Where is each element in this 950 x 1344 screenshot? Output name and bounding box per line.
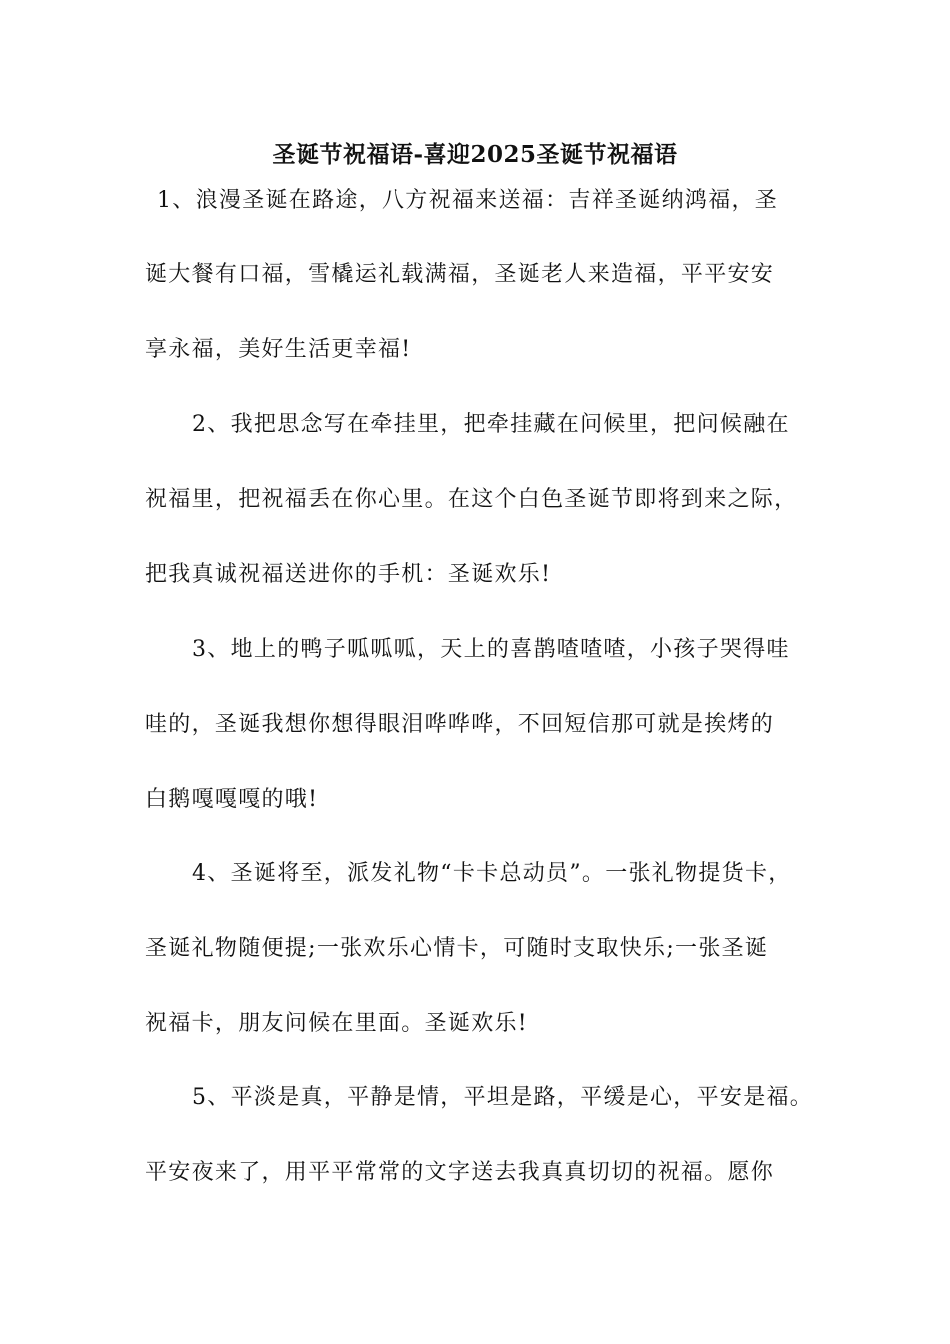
paragraph-5-line-1: 5、平淡是真，平静是情，平坦是路，平缓是心，平安是福。 <box>192 1085 814 1110</box>
paragraph-2-line-2: 祝福里，把祝福丢在你心里。在这个白色圣诞节即将到来之际， <box>145 487 798 512</box>
paragraph-1-line-1: 1、浪漫圣诞在路途，八方祝福来送福：吉祥圣诞纳鸿福，圣 <box>157 188 779 213</box>
paragraph-4-line-3: 祝福卡，朋友问候在里面。圣诞欢乐! <box>145 1011 528 1036</box>
paragraph-1-line-3: 享永福，美好生活更幸福! <box>145 337 412 362</box>
paragraph-2-line-3: 把我真诚祝福送进你的手机：圣诞欢乐! <box>145 562 552 587</box>
paragraph-1-line-2: 诞大餐有口福，雪橇运礼载满福，圣诞老人来造福，平平安安 <box>145 262 775 287</box>
paragraph-2-line-1: 2、我把思念写在牵挂里，把牵挂藏在问候里，把问候融在 <box>192 412 790 437</box>
paragraph-3-line-3: 白鹅嘎嘎嘎的哦! <box>145 787 319 812</box>
paragraph-5-line-2: 平安夜来了，用平平常常的文字送去我真真切切的祝福。愿你 <box>145 1160 775 1185</box>
paragraph-3-line-1: 3、地上的鸭子呱呱呱，天上的喜鹊喳喳喳，小孩子哭得哇 <box>192 637 790 662</box>
paragraph-4-line-2: 圣诞礼物随便提;一张欢乐心情卡，可随时支取快乐;一张圣诞 <box>145 936 769 961</box>
document-title: 圣诞节祝福语-喜迎2025圣诞节祝福语 <box>272 141 678 168</box>
paragraph-4-line-1: 4、圣诞将至，派发礼物“卡卡总动员”。一张礼物提货卡， <box>192 861 792 886</box>
paragraph-3-line-2: 哇的，圣诞我想你想得眼泪哗哗哗，不回短信那可就是挨烤的 <box>145 712 775 737</box>
